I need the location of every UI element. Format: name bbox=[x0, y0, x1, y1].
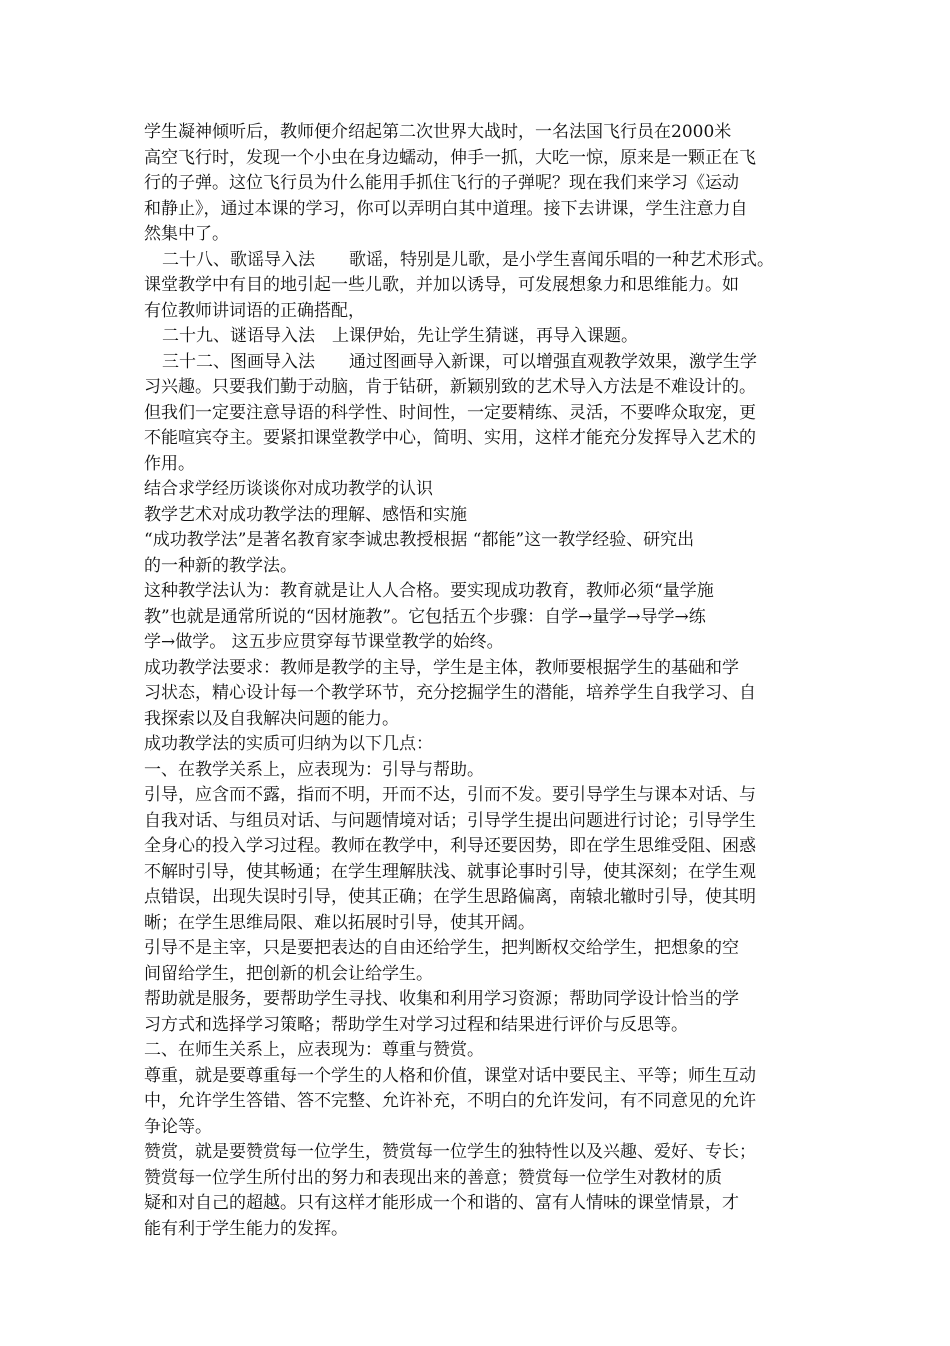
text-line: 然集中了。 bbox=[144, 224, 229, 244]
paragraph bbox=[144, 1140, 824, 1242]
text-line: 成功教学法的实质可归纳为以下几点： bbox=[144, 734, 433, 754]
text-line: 尊重，就是要尊重每一个学生的人格和价值，课堂对话中要民主、平等；师生互动 bbox=[144, 1065, 756, 1086]
text-line: 习兴趣。只要我们勤于动脑，肯于钻研，新颖别致的艺术导入方法是不难设计的。 bbox=[144, 377, 756, 397]
text-line: 二十九、谜语导入法 上课伊始，先让学生猜谜，再导入课题。 bbox=[162, 326, 638, 346]
paragraph bbox=[144, 528, 824, 579]
text-line: 赞赏，就是要赞赏每一位学生，赞赏每一位学生的独特性以及兴趣、爱好、专长； bbox=[144, 1142, 756, 1162]
text-line: 疑和对自己的超越。只有这样才能形成一个和谐的、富有人情味的课堂情景，才 bbox=[144, 1193, 739, 1213]
text-line: 有位教师讲词语的正确搭配， bbox=[144, 300, 365, 321]
text-line: 中，允许学生答错、答不完整、允许补充，不明白的允许发问，有不同意见的允许 bbox=[144, 1091, 756, 1111]
text-line: 间留给学生，把创新的机会让给学生。 bbox=[144, 963, 433, 984]
text-line: 引导，应含而不露，指而不明，开而不达，引而不发。要引导学生与课本对话、与 bbox=[144, 785, 756, 805]
paragraph bbox=[144, 758, 824, 784]
text-line: 赞赏每一位学生所付出的努力和表现出来的善意；赞赏每一位学生对教材的质 bbox=[144, 1167, 722, 1188]
text-line: 这种教学法认为：教育就是让人人合格。要实现成功教育，教师必须“量学施 bbox=[144, 581, 714, 601]
document-page bbox=[144, 120, 824, 1242]
paragraph bbox=[144, 324, 824, 350]
text-line: 帮助就是服务，要帮助学生寻找、收集和利用学习资源；帮助同学设计恰当的学 bbox=[144, 989, 739, 1009]
text-line: 二十八、歌谣导入法 歌谣，特别是儿歌，是小学生喜闻乐唱的一种艺术形式。 bbox=[162, 249, 774, 270]
paragraph bbox=[144, 248, 824, 274]
text-line: 学→做学。 这五步应贯穿每节课堂教学的始终。 bbox=[144, 632, 504, 652]
text-line: 晰；在学生思维局限、难以拓展时引导，使其开阔。 bbox=[144, 912, 535, 933]
paragraph bbox=[144, 1038, 824, 1064]
paragraph bbox=[144, 477, 824, 503]
text-line: 和静止》，通过本课的学习，你可以弄明白其中道理。接下去讲课，学生注意力自 bbox=[144, 198, 748, 219]
paragraph bbox=[144, 1064, 824, 1141]
text-line: 教学艺术对成功教学法的理解、感悟和实施 bbox=[144, 504, 467, 525]
text-line: 行的子弹。这位飞行员为什么能用手抓住飞行的子弹呢？现在我们来学习《运动 bbox=[144, 173, 739, 193]
text-line: 高空飞行时，发现一个小虫在身边蠕动，伸手一抓，大吃一惊，原来是一颗正在飞 bbox=[144, 147, 756, 168]
text-line: 教”也就是通常所说的“因材施教”。它包括五个步骤：自学→量学→导学→练 bbox=[144, 606, 706, 627]
text-line: 能有利于学生能力的发挥。 bbox=[144, 1218, 348, 1239]
text-line: 全身心的投入学习过程。教师在教学中，利导还要因势，即在学生思维受阻、困惑 bbox=[144, 836, 756, 856]
text-line: 成功教学法要求：教师是教学的主导，学生是主体，教师要根据学生的基础和学 bbox=[144, 657, 739, 678]
paragraph bbox=[144, 783, 824, 936]
text-line: 自我对话、与组员对话、与问题情境对话；引导学生提出问题进行讨论；引导学生 bbox=[144, 810, 756, 831]
text-line: 争论等。 bbox=[144, 1116, 212, 1137]
text-line: 习状态，精心设计每一个教学环节，充分挖掘学生的潜能，培养学生自我学习、自 bbox=[144, 683, 756, 703]
paragraph bbox=[144, 579, 824, 656]
text-line: 不能喧宾夺主。要紧扣课堂教学中心，简明、实用，这样才能充分发挥导入艺术的 bbox=[144, 428, 756, 448]
paragraph bbox=[144, 936, 824, 987]
text-line: 二、在师生关系上，应表现为：尊重与赞赏。 bbox=[144, 1040, 484, 1060]
text-line: 一、在教学关系上，应表现为：引导与帮助。 bbox=[144, 759, 484, 780]
text-line: 点错误，出现失误时引导，使其正确；在学生思路偏离，南辕北辙时引导，使其明 bbox=[144, 887, 756, 907]
text-line: 的一种新的教学法。 bbox=[144, 555, 297, 576]
paragraph bbox=[144, 732, 824, 758]
text-line: 不解时引导，使其畅通；在学生理解肤浅、就事论事时引导，使其深刻；在学生观 bbox=[144, 861, 756, 882]
text-line: “成功教学法”是著名教育家李诚忠教授根据 “都能”这一教学经验、研究出 bbox=[144, 530, 695, 550]
text-line: 习方式和选择学习策略；帮助学生对学习过程和结果进行评价与反思等。 bbox=[144, 1014, 688, 1035]
text-line: 引导不是主宰，只是要把表达的自由还给学生，把判断权交给学生，把想象的空 bbox=[144, 938, 739, 958]
paragraph bbox=[144, 987, 824, 1038]
text-line: 结合求学经历谈谈你对成功教学的认识 bbox=[144, 479, 433, 499]
paragraph bbox=[144, 120, 824, 248]
paragraph bbox=[144, 503, 824, 529]
text-line: 作用。 bbox=[144, 453, 195, 474]
paragraph bbox=[144, 350, 824, 376]
paragraph bbox=[144, 375, 824, 477]
paragraph bbox=[144, 273, 824, 324]
text-line: 三十二、图画导入法 通过图画导入新课，可以增强直观教学效果，激学生学 bbox=[162, 351, 757, 372]
text-line: 学生凝神倾听后，教师便介绍起第二次世界大战时，一名法国飞行员在2000米 bbox=[144, 122, 732, 142]
text-line: 但我们一定要注意导语的科学性、时间性，一定要精练、灵活，不要哗众取宠，更 bbox=[144, 402, 756, 423]
text-line: 我探索以及自我解决问题的能力。 bbox=[144, 708, 399, 729]
text-line: 课堂教学中有目的地引起一些儿歌，并加以诱导，可发展想象力和思维能力。如 bbox=[144, 275, 739, 295]
paragraph bbox=[144, 656, 824, 733]
